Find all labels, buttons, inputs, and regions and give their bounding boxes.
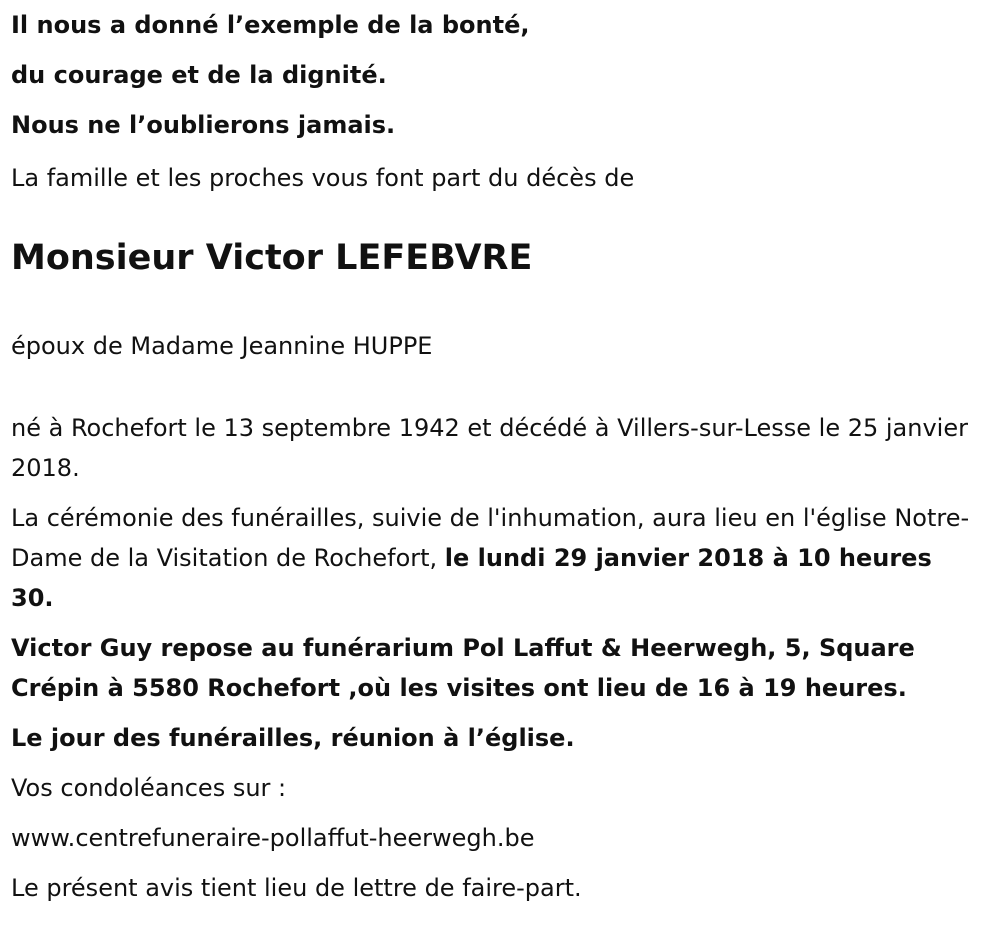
birth-death-text: né à Rochefort le 13 septembre 1942 et décédé à Villers-sur-Lesse le 25 janvier 2018.: [11, 414, 968, 482]
spouse-text: époux de Madame Jeannine HUPPE: [11, 332, 433, 360]
quote-line-1: Il nous a donné l’exemple de la bonté,: [11, 11, 530, 39]
closing-text: Le présent avis tient lieu de lettre de faire-part.: [11, 874, 582, 902]
ceremony-text: [11, 498, 971, 618]
ceremony-date-time: le lundi 29 janvier 2018 à 10 heures 30.: [11, 544, 932, 612]
website-link[interactable]: www.centrefuneraire-pollaffut-heerwegh.be: [11, 824, 535, 852]
condolences-label: Vos condoléances sur :: [11, 774, 287, 802]
meeting-text: Le jour des funérailles, réunion à l’église.: [11, 724, 575, 752]
deceased-name: Monsieur Victor LEFEBVRE: [11, 238, 533, 278]
ceremony-location: La cérémonie des funérailles, suivie de l'inhumation, aura lieu en l'église Notre-Dame de la Visitation de Rochefort,: [11, 504, 970, 572]
intro-text: La famille et les proches vous font part du décès de: [11, 164, 635, 192]
quote-line-3: Nous ne l’oublierons jamais.: [11, 111, 396, 139]
repose-text: Victor Guy repose au funérarium Pol Laffut & Heerwegh, 5, Square Crépin à 5580 Rochefort ,où les visites ont lieu de 16 à 19 heures.: [11, 634, 915, 702]
quote-line-2: du courage et de la dignité.: [11, 61, 387, 89]
death-notice: [11, 0, 971, 908]
